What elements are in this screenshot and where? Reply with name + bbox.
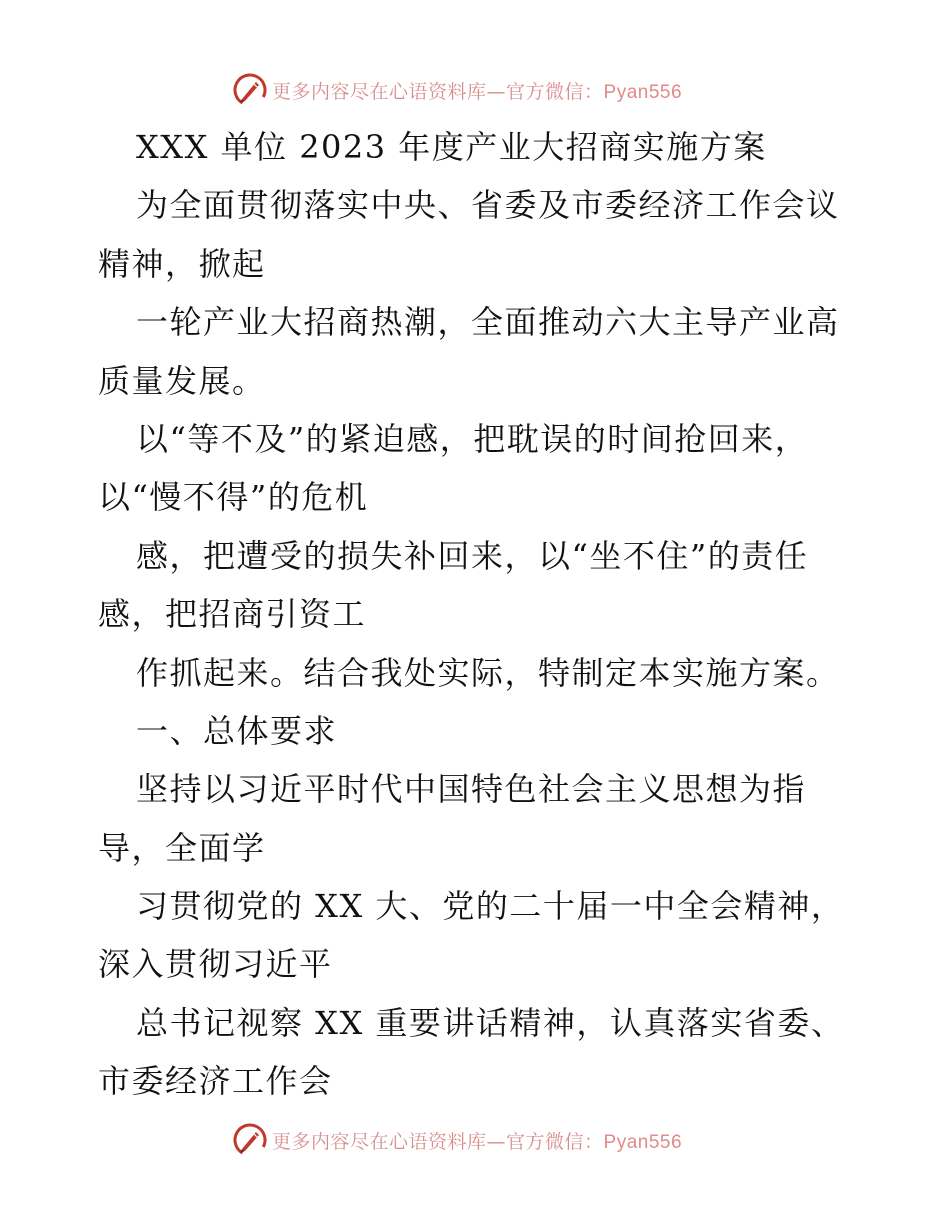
watermark-text	[272, 1127, 682, 1154]
paragraph-line: 质量发展。	[98, 361, 266, 400]
document-body	[98, 118, 858, 1111]
quill-pen-logo-icon	[232, 1122, 268, 1158]
document-title: XXX 单位 2023 年度产业大招商实施方案	[136, 128, 767, 166]
paragraph-line: 感，把遭受的损失补回来，以“坐不住”的责任	[136, 536, 809, 575]
section-heading: 一、总体要求	[136, 711, 338, 750]
watermark-wechat-id: Pyan556	[603, 1131, 683, 1153]
paragraph-line: 以“慢不得”的危机	[98, 478, 369, 517]
watermark-main-text: 更多内容尽在心语资料库	[272, 1130, 487, 1153]
paragraph-line: 作抓起来。结合我处实际，特制定本实施方案。	[136, 653, 840, 692]
watermark-separator: —	[486, 80, 507, 103]
watermark-wechat-label: 官方微信：	[506, 80, 604, 103]
paragraph-line: 感，把招商引资工	[98, 595, 367, 634]
watermark-wechat-label: 官方微信：	[506, 1130, 604, 1153]
paragraph-line: 精神，掀起	[98, 244, 266, 283]
watermark-separator: —	[486, 1130, 507, 1153]
footer-watermark	[232, 1120, 682, 1160]
paragraph-line: 坚持以习近平时代中国特色社会主义思想为指	[136, 770, 807, 809]
watermark-main-text: 更多内容尽在心语资料库	[272, 80, 487, 103]
watermark-wechat-id: Pyan556	[603, 81, 683, 103]
paragraph-line: 导，全面学	[98, 828, 266, 867]
paragraph-line: 总书记视察 XX 重要讲话精神，认真落实省委、	[136, 1003, 845, 1042]
header-watermark	[232, 70, 682, 110]
watermark-text	[272, 77, 682, 104]
paragraph-line: 市委经济工作会	[98, 1062, 333, 1101]
paragraph-line: 以“等不及”的紧迫感，把耽误的时间抢回来，	[136, 419, 809, 458]
paragraph-line: 一轮产业大招商热潮，全面推动六大主导产业高	[136, 303, 840, 342]
paragraph-line: 为全面贯彻落实中央、省委及市委经济工作会议	[136, 186, 840, 225]
paragraph-line: 习贯彻党的 XX 大、党的二十届一中全会精神，	[136, 887, 845, 926]
paragraph-line: 深入贯彻习近平	[98, 945, 333, 984]
quill-pen-logo-icon	[232, 72, 268, 108]
